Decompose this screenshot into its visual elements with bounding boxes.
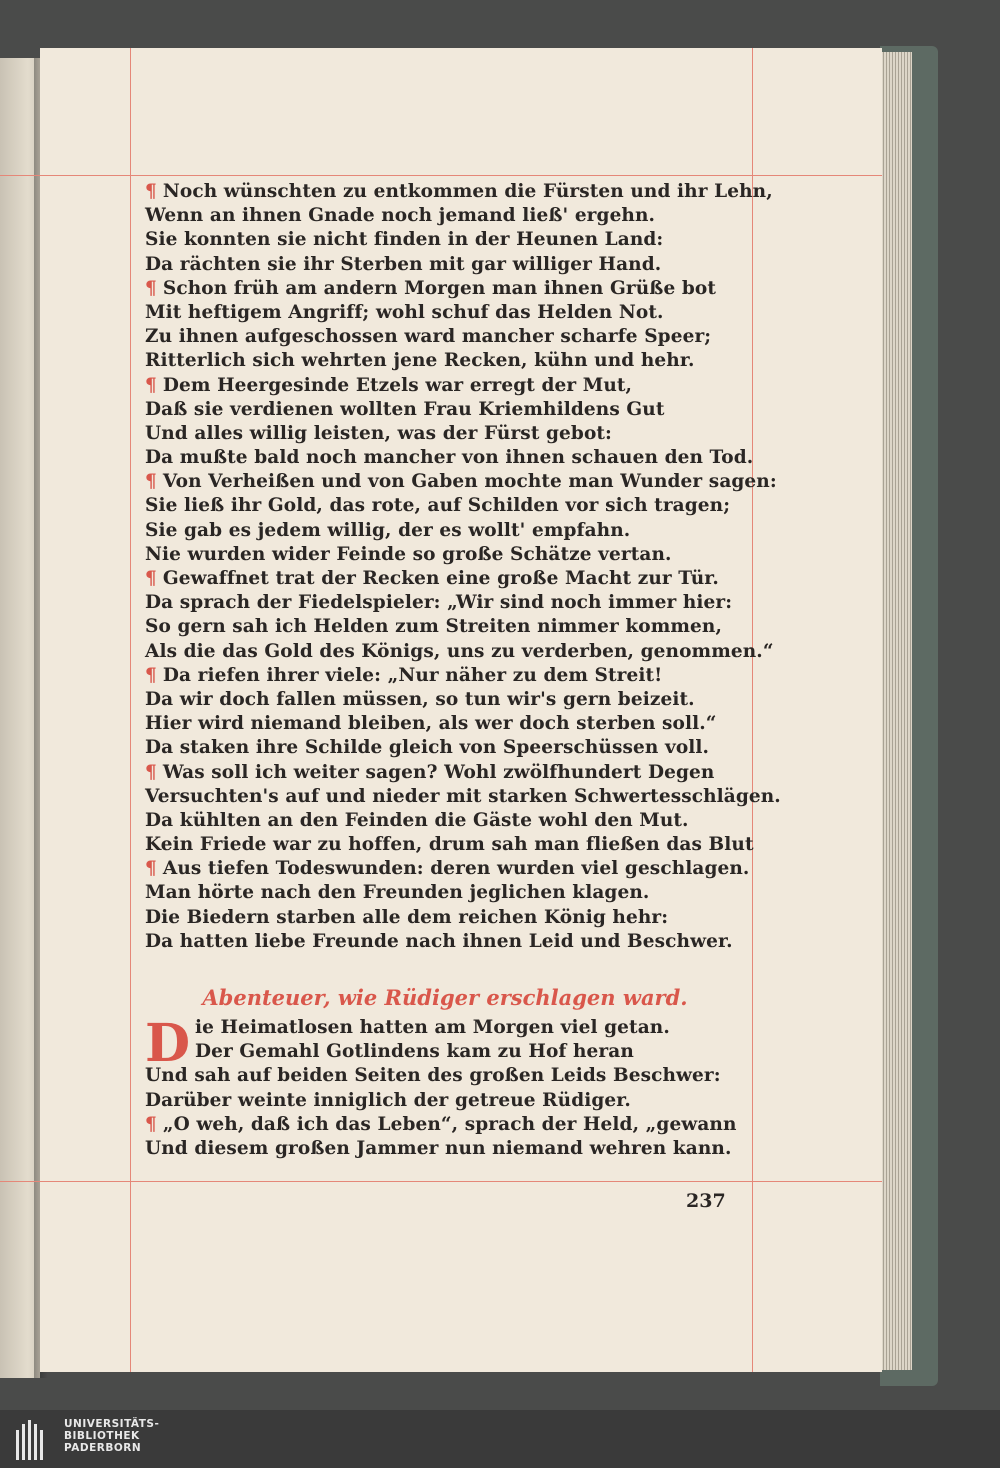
verse-line [145, 446, 754, 470]
verse-line-text: Da rächten sie ihr Sterben mit gar williger Hand. [145, 253, 662, 275]
pilcrow-marker-icon: ¶ [145, 277, 157, 299]
verse-line-text: Mit heftigem Angriff; wohl schuf das Helden Not. [145, 301, 664, 323]
verse-line-text: Dem Heergesinde Etzels war erregt der Mut, [162, 374, 633, 396]
pilcrow-marker-icon: ¶ [145, 1113, 157, 1135]
verse-line [145, 712, 745, 736]
verse-line [145, 253, 745, 277]
verse-line-text: Und sah auf beiden Seiten des großen Leids Beschwer: [145, 1065, 721, 1087]
verse-line-text: Sie gab es jedem willig, der es wollt' empfahn. [145, 519, 631, 541]
verse-line-text: Nie wurden wider Feinde so große Schätze vertan. [145, 543, 672, 565]
drop-cap-initial: D [145, 1013, 191, 1074]
verse-line-text: Da staken ihre Schilde gleich von Speerschüssen voll. [145, 737, 710, 759]
pilcrow-marker-icon: ¶ [145, 664, 157, 686]
pilcrow-marker-icon: ¶ [145, 374, 157, 396]
verse-line [145, 857, 750, 881]
verse-line [145, 494, 745, 518]
verse-line [145, 809, 745, 833]
verse-line-text: Hier wird niemand bleiben, als wer doch sterben soll.“ [145, 713, 717, 735]
verse-line-text: Darüber weinte inniglich der getreue Rüdiger. [145, 1089, 631, 1111]
verse-line-text: Was soll ich weiter sagen? Wohl zwölfhundert Degen [162, 761, 715, 783]
verse-line-text: Von Verheißen und von Gaben mochte man Wunder sagen: [162, 471, 777, 493]
verse-line-text: Als die das Gold des Königs, uns zu verderben, genommen.“ [145, 640, 774, 662]
verse-line-text: Da mußte bald noch mancher von ihnen schauen den Tod. [145, 447, 754, 469]
verse-block-chapter-start [145, 1013, 745, 1161]
verse-line-text: Ritterlich sich wehrten jene Recken, kühn und hehr. [145, 350, 695, 372]
library-name-line-3: PADERBORN [64, 1442, 142, 1454]
verse-line-text: Schon früh am andern Morgen man ihnen Grüße bot [162, 277, 716, 299]
pilcrow-marker-icon: ¶ [145, 568, 157, 589]
verse-line [145, 398, 745, 422]
verse-line [145, 833, 754, 857]
page-number: 237 [686, 1190, 726, 1212]
verse-line [145, 277, 745, 301]
verse-line [145, 785, 781, 809]
verse-block [145, 180, 781, 954]
verse-line [145, 1040, 745, 1064]
verse-line-text: Da wir doch fallen müssen, so tun wir's gern beizeit. [145, 688, 695, 710]
pilcrow-marker-icon: ¶ [145, 858, 157, 880]
verse-line-text: Der Gemahl Gotlindens kam zu Hof heran [195, 1041, 634, 1063]
verse-line-text: Da hatten liebe Freunde nach ihnen Leid und Beschwer. [145, 930, 733, 952]
margin-rule-left [130, 48, 131, 1372]
verse-line-text: Man hörte nach den Freunden jeglichen klagen. [145, 882, 650, 904]
pilcrow-marker-icon: ¶ [145, 761, 157, 783]
verse-line-text: Da sprach der Fiedelspieler: „Wir sind noch immer hier: [145, 592, 733, 614]
verse-line [145, 470, 777, 494]
verse-line [145, 906, 745, 930]
pilcrow-marker-icon: ¶ [145, 181, 157, 202]
verse-line [145, 761, 745, 785]
verse-line [145, 567, 745, 591]
verse-line-text: Da kühlten an den Feinden die Gäste wohl den Mut. [145, 809, 689, 831]
chapter-heading: Abenteuer, wie Rüdiger erschlagen ward. [202, 985, 688, 1010]
verse-line-text: Die Biedern starben alle dem reichen König hehr: [145, 906, 669, 928]
verse-line [145, 1089, 745, 1113]
verse-line-text: Und alles willig leisten, was der Fürst gebot: [145, 422, 612, 444]
verse-line [145, 543, 745, 567]
verse-line [145, 325, 745, 349]
pilcrow-marker-icon: ¶ [145, 471, 157, 493]
margin-rule-right [752, 48, 753, 1372]
verse-line-text: Noch wünschten zu entkommen die Fürsten und ihr Lehn, [162, 181, 773, 202]
verse-line-text: Gewaffnet trat der Recken eine große Macht zur Tür. [162, 568, 719, 589]
verse-line [145, 180, 773, 204]
verse-line [145, 615, 745, 639]
verse-line [145, 349, 745, 373]
verse-line [145, 422, 745, 446]
verse-line-text: So gern sah ich Helden zum Streiten nimmer kommen, [145, 616, 723, 638]
verse-line-text: Und diesem großen Jammer nun niemand wehren kann. [145, 1137, 732, 1159]
verse-line [145, 228, 745, 252]
library-name [64, 1418, 159, 1454]
library-name-line-1: UNIVERSITÄTS- [64, 1418, 160, 1430]
verse-line-text: Daß sie verdienen wollten Frau Kriemhildens Gut [145, 398, 665, 420]
verse-line [145, 374, 745, 398]
verse-line-text: Da riefen ihrer viele: „Nur näher zu dem Streit! [162, 664, 663, 686]
verse-line [145, 1016, 745, 1040]
verse-line-text: Wenn an ihnen Gnade noch jemand ließ' ergehn. [145, 205, 656, 227]
verse-line-text: Versuchten's auf und nieder mit starken Schwertesschlägen. [145, 785, 781, 807]
verse-line [145, 664, 745, 688]
verse-line [145, 1064, 745, 1088]
verse-line [145, 204, 745, 228]
verse-line [145, 688, 745, 712]
verse-line [145, 881, 745, 905]
verse-line [145, 930, 745, 954]
margin-rule-top [0, 175, 882, 176]
verse-line [145, 1113, 745, 1137]
library-name-line-2: BIBLIOTHEK [64, 1430, 140, 1442]
verse-line-text: Kein Friede war zu hoffen, drum sah man fließen das Blut [145, 834, 754, 856]
verse-line-text: „O weh, daß ich das Leben“, sprach der Held, „gewann [162, 1113, 737, 1135]
verse-line [145, 591, 745, 615]
verse-line-text: ie Heimatlosen hatten am Morgen viel getan. [195, 1017, 670, 1038]
verse-line [145, 1137, 745, 1161]
verse-line [145, 640, 774, 664]
verse-line [145, 736, 745, 760]
library-logo-icon [16, 1420, 56, 1460]
verse-line [145, 301, 745, 325]
margin-rule-bottom [0, 1181, 882, 1182]
verse-line-text: Sie ließ ihr Gold, das rote, auf Schilden vor sich tragen; [145, 495, 731, 517]
verse-line-text: Sie konnten sie nicht finden in der Heunen Land: [145, 229, 664, 251]
verse-line-text: Zu ihnen aufgeschossen ward mancher scharfe Speer; [145, 326, 712, 348]
verse-line [145, 519, 745, 543]
verse-line-text: Aus tiefen Todeswunden: deren wurden viel geschlagen. [162, 858, 750, 880]
